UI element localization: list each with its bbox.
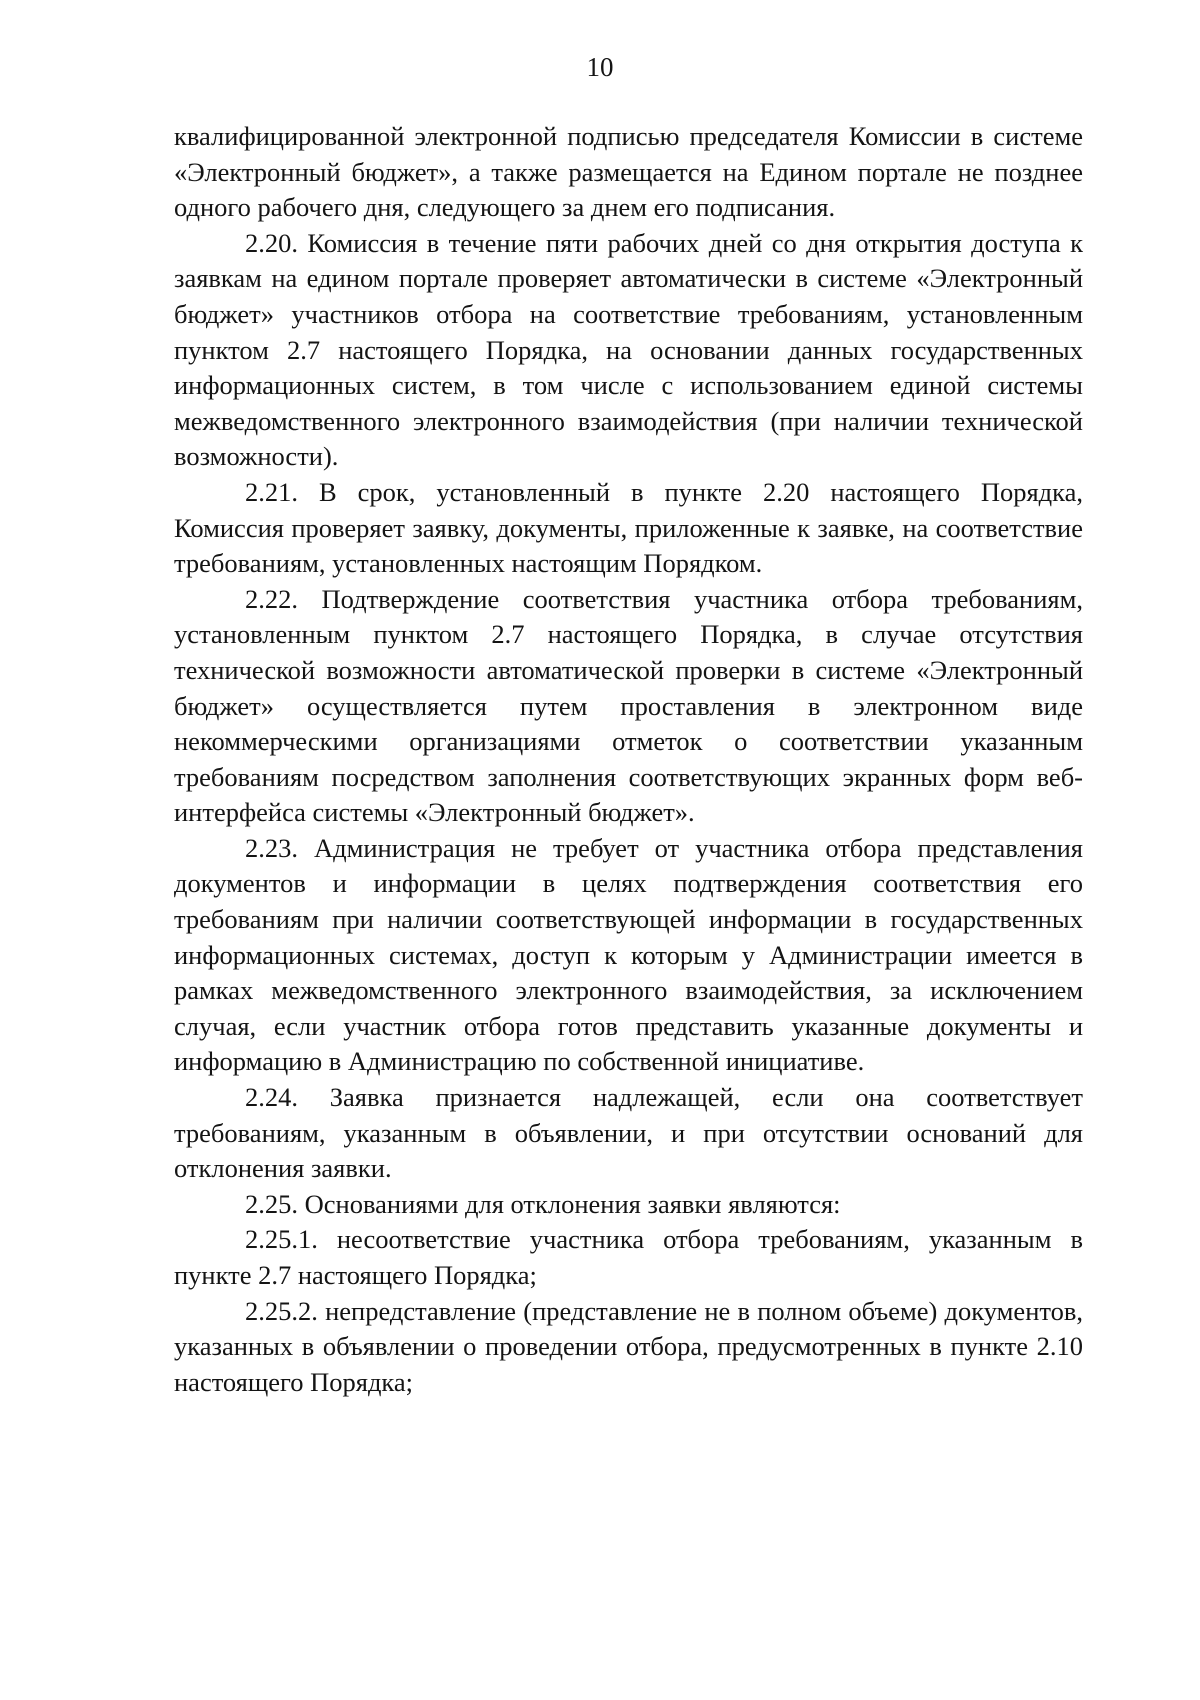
page-number: 10: [586, 52, 614, 82]
paragraph-2-20: 2.20. Комиссия в течение пяти рабочих дней со дня открытия доступа к заявкам на едином портале проверяет автоматически в системе «Электронный бюджет» участников отбора на соответствие требованиям, установленным пунктом 2.7 настоящего Порядка, на основании данных государственных информационных систем, в том числе с использованием единой системы межведомственного электронного взаимодействия (при наличии технической возможности).: [174, 227, 1083, 472]
paragraph-continuation: квалифицированной электронной подписью председателя Комиссии в системе «Электронный бюджет», а также размещается на Едином портале не позднее одного рабочего дня, следующего за днем его подписания.: [174, 121, 1083, 223]
paragraph-2-23: 2.23. Администрация не требует от участника отбора представления документов и информации в целях подтверждения соответствия его требованиям при наличии соответствующей информации в государственных информационных системах, доступ к которым у Администрации имеется в рамках межведомственного электронного взаимодействия, за исключением случая, если участник отбора готов представить указанные документы и информацию в Администрацию по собственной инициативе.: [174, 832, 1083, 1077]
document-body: [174, 119, 1083, 1400]
paragraph-2-24: 2.24. Заявка признается надлежащей, если она соответствует требованиям, указанным в объявлении, и при отсутствии оснований для отклонения заявки.: [174, 1082, 1083, 1184]
paragraph-2-25: 2.25. Основаниями для отклонения заявки являются:: [245, 1188, 841, 1219]
paragraph-2-21: 2.21. В срок, установленный в пункте 2.20 настоящего Порядка, Комиссия проверяет заявку, документы, приложенные к заявке, на соответствие требованиям, установленных настоящим Порядком.: [174, 476, 1083, 579]
paragraph-2-25-1: 2.25.1. несоответствие участника отбора требованиям, указанным в пункте 2.7 настоящего Порядка;: [174, 1224, 1083, 1290]
paragraph-2-25-2: 2.25.2. непредставление (представление не в полном объеме) документов, указанных в объявлении о проведении отбора, предусмотренных в пункте 2.10 настоящего Порядка;: [174, 1295, 1083, 1397]
paragraph-2-22: 2.22. Подтверждение соответствия участника отбора требованиям, установленным пунктом 2.7 настоящего Порядка, в случае отсутствия технической возможности автоматической проверки в системе «Электронный бюджет» осуществляется путем проставления в электронном виде некоммерческими организациями отметок о соответствии указанным требованиям посредством заполнения соответствующих экранных форм веб-интерфейса системы «Электронный бюджет».: [174, 583, 1083, 828]
